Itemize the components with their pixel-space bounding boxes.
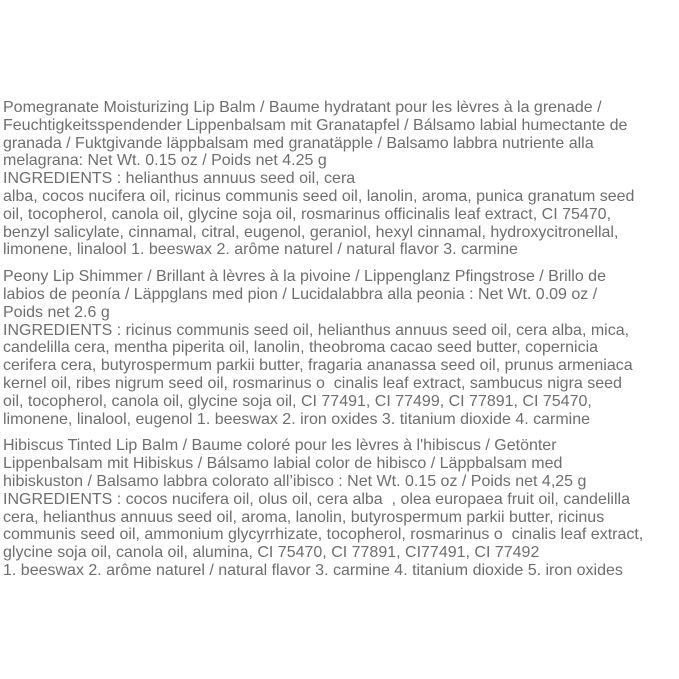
label-text-line: Lippenbalsam mit Hibiskus / Bálsamo labial color de hibisco / Läppbalsam med <box>3 455 563 473</box>
product-block-pomegranate-lip-balm <box>3 99 678 259</box>
label-text-line: INGREDIENTS : ricinus communis seed oil, helianthus annuus seed oil, cera alba, mica, <box>3 321 630 339</box>
label-text-line: benzyl salicylate, cinnamal, citral, eugenol, geraniol, hexyl cinnamal, hydroxycitronellal, <box>3 223 619 241</box>
label-text-line: oil, tocopherol, canola oil, glycine soja oil, rosmarinus officinalis leaf extract, CI 75470, <box>3 205 612 223</box>
ingredients-label <box>3 99 678 589</box>
label-text-line: limonene, linalool, eugenol 1. beeswax 2. iron oxides 3. titanium dioxide 4. carmine <box>3 410 591 428</box>
product-block-peony-lip-shimmer <box>3 268 678 428</box>
label-text-line: limonene, linalool 1. beeswax 2. arôme naturel / natural flavor 3. carmine <box>3 241 518 259</box>
label-text-line: Feuchtigkeitsspendender Lippenbalsam mit Granatapfel / Bálsamo labial humectante de <box>3 116 628 134</box>
label-text-line: Pomegranate Moisturizing Lip Balm / Baume hydratant pour les lèvres à la grenade / <box>3 99 602 116</box>
product-block-hibiscus-tinted-lip-balm <box>3 437 678 579</box>
label-text-line: glycine soja oil, canola oil, alumina, CI 75470, CI 77891, CI77491, CI 77492 <box>3 544 540 562</box>
label-text-line: alba, cocos nucifera oil, ricinus communis seed oil, lanolin, aroma, punica granatum seed <box>3 187 635 205</box>
label-text-line: Poids net 2.6 g <box>3 303 110 321</box>
label-text-line: communis seed oil, ammonium glycyrrhizate, tocopherol, rosmarinus o cinalis leaf extract, <box>3 526 644 544</box>
label-text-line: 1. beeswax 2. arôme naturel / natural flavor 3. carmine 4. titanium dioxide 5. iron oxides <box>3 561 623 579</box>
label-text-line: candelilla cera, mentha piperita oil, lanolin, theobroma cacao seed butter, copernicia <box>3 339 599 357</box>
label-text-line: oil, tocopherol, canola oil, glycine soja oil, CI 77491, CI 77499, CI 77891, CI 75470, <box>3 392 592 410</box>
label-text-line: labios de peonía / Läppglans med pion / Lucidalabbra alla peonia : Net Wt. 0.09 oz / <box>3 285 598 303</box>
label-text-line: cerifera cera, butyrospermum parkii butter, fragaria ananassa seed oil, prunus armeniaca <box>3 357 633 375</box>
label-text-line: hibiskuston / Balsamo labbra colorato all’ibisco : Net Wt. 0.15 oz / Poids net 4,25 g <box>3 472 587 490</box>
label-text-line: INGREDIENTS : helianthus annuus seed oil, cera <box>3 170 356 188</box>
label-text-line: melagrana: Net Wt. 0.15 oz / Poids net 4.25 g <box>3 152 327 170</box>
label-text-line: Hibiscus Tinted Lip Balm / Baume coloré pour les lèvres à l'hibiscus / Getönter <box>3 437 557 455</box>
label-text-line: granada / Fuktgivande läppbalsam med granatäpple / Balsamo labbra nutriente alla <box>3 134 594 152</box>
label-text-line: cera, helianthus annuus seed oil, aroma, lanolin, butyrospermum parkii butter, ricinus <box>3 508 605 526</box>
label-text-line: Peony Lip Shimmer / Brillant à lèvres à la pivoine / Lippenglanz Pfingstrose / Brillo de <box>3 268 606 286</box>
label-text-line: kernel oil, ribes nigrum seed oil, rosmarinus o cinalis leaf extract, sambucus nigra seed <box>3 374 622 392</box>
label-text-line: INGREDIENTS : cocos nucifera oil, olus oil, cera alba , olea europaea fruit oil, candelilla <box>3 490 630 508</box>
